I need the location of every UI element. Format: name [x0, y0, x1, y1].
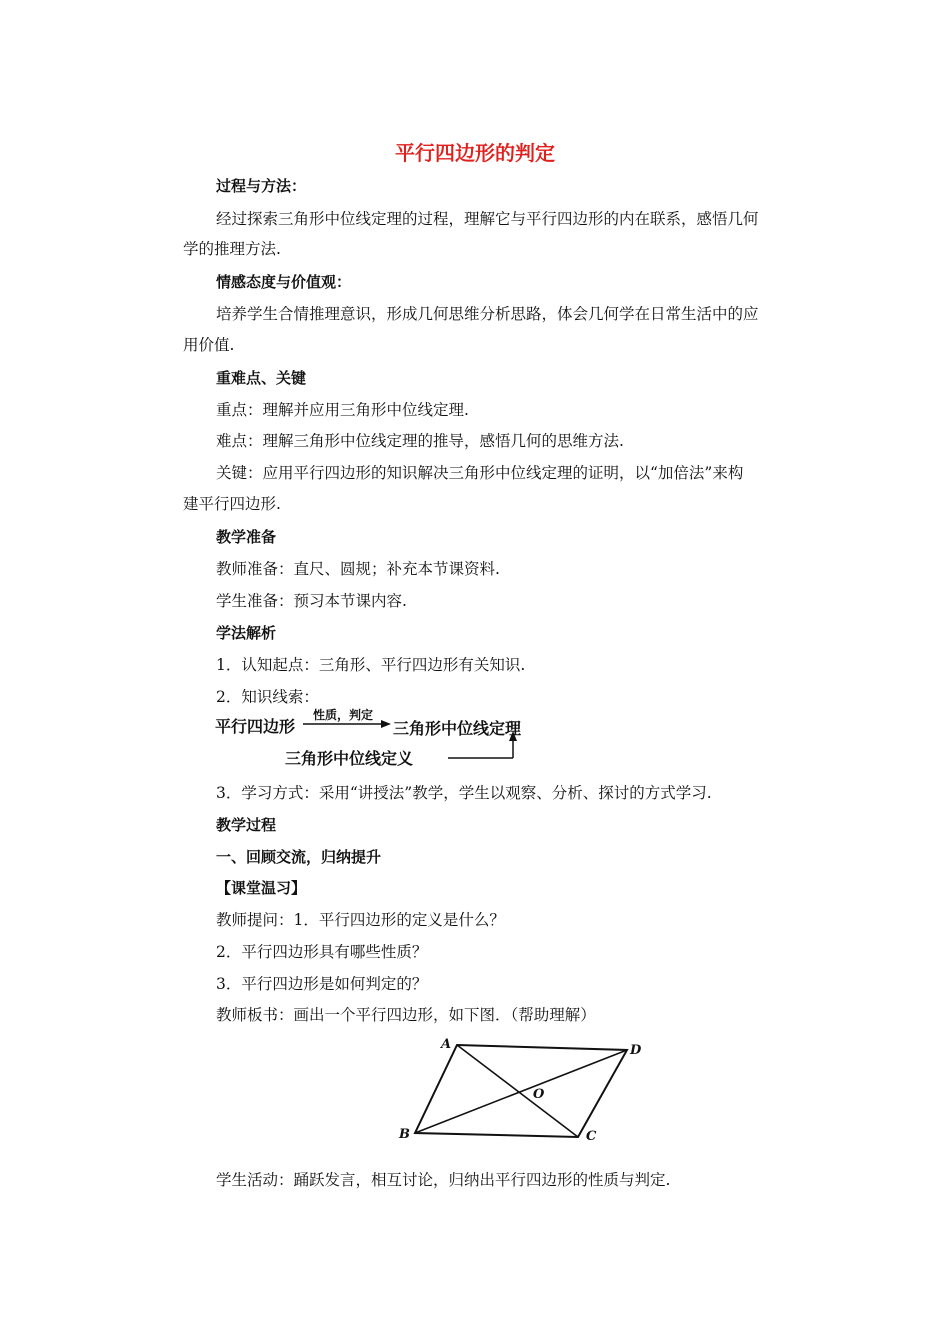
- question-3: 3．平行四边形是如何判定的？: [216, 975, 428, 993]
- method-item-3: 3．学习方式：采用“讲授法”教学，学生以观察、分析、探讨的方式学习.: [216, 784, 712, 802]
- emotion-text-line2: 用价值.: [183, 336, 235, 354]
- method-item-1: 1．认知起点：三角形、平行四边形有关知识.: [216, 656, 526, 674]
- prep-heading: 教学准备: [216, 528, 277, 546]
- board-text: 教师板书：画出一个平行四边形，如下图．（帮助理解）: [216, 1006, 596, 1024]
- method-heading: 学法解析: [216, 624, 277, 642]
- part1-heading: 一、回顾交流，归纳提升: [216, 848, 382, 866]
- review-heading: 【课堂温习】: [216, 879, 307, 897]
- vertex-label-b: B: [399, 1127, 410, 1142]
- vertex-label-c: C: [586, 1129, 597, 1144]
- process-text-line1: 经过探索三角形中位线定理的过程，理解它与平行四边形的内在联系，感悟几何: [216, 210, 759, 228]
- process-heading: 过程与方法：: [216, 177, 307, 195]
- emotion-text-line1: 培养学生合情推理意识，形成几何思维分析思路，体会几何学在日常生活中的应: [216, 305, 759, 323]
- key-critical-line2: 建平行四边形.: [183, 495, 281, 513]
- key-difficulty-text: 难点：理解三角形中位线定理的推导，感悟几何的思维方法.: [216, 432, 624, 450]
- prep-student-text: 学生准备：预习本节课内容.: [216, 592, 407, 610]
- vertex-label-a: A: [441, 1037, 452, 1052]
- key-critical-line1: 关键：应用平行四边形的知识解决三角形中位线定理的证明，以“加倍法”来构: [216, 464, 744, 482]
- method-item-2: 2．知识线索：: [216, 688, 319, 706]
- flow-start-label: 平行四边形: [215, 717, 296, 736]
- emotion-heading: 情感态度与价值观：: [216, 273, 352, 291]
- process-text-line2: 学的推理方法.: [183, 240, 281, 258]
- parallelogram-figure: [395, 1035, 655, 1150]
- knowledge-flow-diagram: [213, 698, 543, 768]
- question-2: 2．平行四边形具有哪些性质？: [216, 943, 428, 961]
- key-heading: 重难点、关键: [216, 369, 307, 387]
- key-focus-text: 重点：理解并应用三角形中位线定理.: [216, 401, 469, 419]
- page-title: 平行四边形的判定: [395, 141, 555, 165]
- question-1: 教师提问：1．平行四边形的定义是什么？: [216, 911, 505, 929]
- student-activity-text: 学生活动：踊跃发言，相互讨论，归纳出平行四边形的性质与判定.: [216, 1171, 671, 1189]
- center-label-o: O: [533, 1087, 545, 1102]
- prep-teacher-text: 教师准备：直尺、圆规；补充本节课资料.: [216, 560, 500, 578]
- parallelogram-diagram: [395, 1035, 655, 1150]
- vertex-label-d: D: [630, 1043, 642, 1058]
- flow-definition-label: 三角形中位线定义: [285, 749, 414, 768]
- flow-target-label: 三角形中位线定理: [393, 719, 522, 738]
- teaching-process-heading: 教学过程: [216, 816, 277, 834]
- flow-arrow-label: 性质，判定: [313, 708, 374, 722]
